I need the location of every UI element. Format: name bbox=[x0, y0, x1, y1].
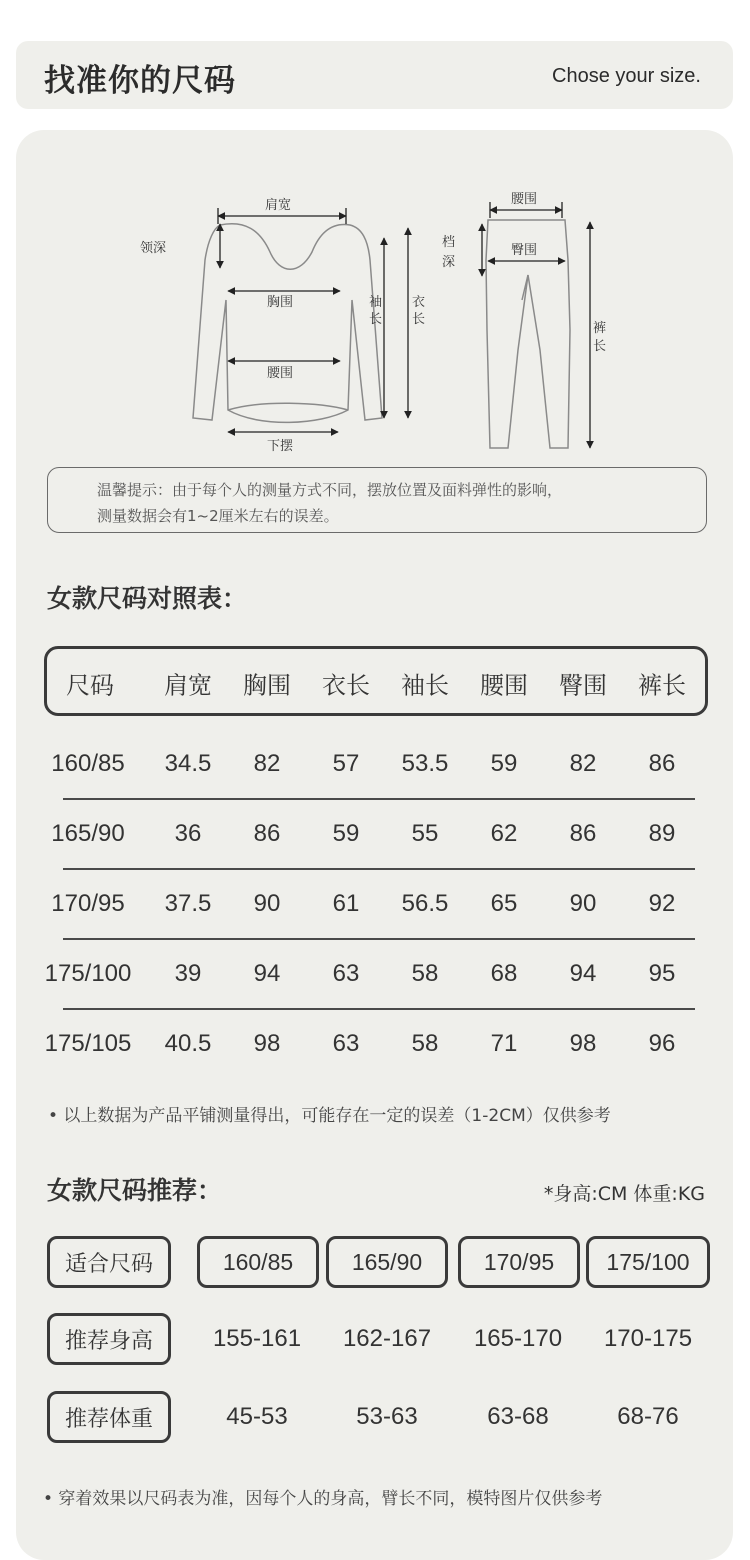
table-cell: 57 bbox=[332, 750, 360, 777]
table-cell: 94 bbox=[253, 960, 281, 987]
table-cell: 95 bbox=[648, 960, 676, 987]
table-cell: 89 bbox=[648, 820, 676, 847]
page-subtitle: Chose your size. bbox=[552, 65, 701, 87]
label-chest: 胸围 bbox=[267, 295, 294, 310]
table-cell: 94 bbox=[569, 960, 597, 987]
recommended-height: 170-175 bbox=[603, 1325, 693, 1352]
label-hip: 臀围 bbox=[511, 243, 538, 258]
label-length-2: 长 bbox=[412, 312, 426, 327]
unit-note: *身高:CM 体重:KG bbox=[543, 1183, 705, 1205]
label-waist-top: 腰围 bbox=[267, 366, 294, 381]
tip-line-1: 温馨提示：由于每个人的测量方式不同，摆放位置及面料弹性的影响， bbox=[97, 481, 563, 499]
table-note: • 以上数据为产品平铺测量得出，可能存在一定的误差（1-2CM）仅供参考 bbox=[48, 1106, 611, 1126]
table-cell: 86 bbox=[253, 820, 281, 847]
label-pants-waist: 腰围 bbox=[511, 192, 538, 207]
table-cell: 55 bbox=[411, 820, 439, 847]
size-option-170-95[interactable]: 170/95 bbox=[458, 1236, 580, 1288]
table-header-cell: 肩宽 bbox=[164, 671, 212, 700]
table-cell-size: 170/95 bbox=[51, 890, 125, 917]
recommended-weight: 45-53 bbox=[226, 1403, 288, 1430]
measurement-diagram bbox=[120, 180, 640, 460]
table-cell: 59 bbox=[490, 750, 518, 777]
table-cell: 59 bbox=[332, 820, 360, 847]
recommended-height: 162-167 bbox=[342, 1325, 432, 1352]
label-hem: 下摆 bbox=[267, 439, 294, 454]
table-cell: 62 bbox=[490, 820, 518, 847]
size-row-label: 适合尺码 bbox=[47, 1236, 171, 1288]
table-cell: 58 bbox=[411, 960, 439, 987]
recommended-weight: 63-68 bbox=[487, 1403, 549, 1430]
table-cell: 90 bbox=[253, 890, 281, 917]
recommended-height: 165-170 bbox=[473, 1325, 563, 1352]
table-cell: 98 bbox=[253, 1030, 281, 1057]
table-cell: 90 bbox=[569, 890, 597, 917]
table-cell: 86 bbox=[569, 820, 597, 847]
table-cell: 68 bbox=[490, 960, 518, 987]
table-cell: 36 bbox=[174, 820, 202, 847]
table-header bbox=[44, 646, 708, 716]
table-cell: 34.5 bbox=[164, 750, 212, 777]
table-cell-size: 175/100 bbox=[44, 960, 132, 987]
recommended-height: 155-161 bbox=[212, 1325, 302, 1352]
table-cell: 65 bbox=[490, 890, 518, 917]
table-header-cell: 衣长 bbox=[322, 671, 370, 700]
table-cell-size: 160/85 bbox=[51, 750, 125, 777]
table-cell: 61 bbox=[332, 890, 360, 917]
table-cell: 40.5 bbox=[164, 1030, 212, 1057]
row-divider bbox=[63, 1008, 695, 1010]
table-cell: 39 bbox=[174, 960, 202, 987]
row-divider bbox=[63, 798, 695, 800]
size-table-title: 女款尺码对照表： bbox=[47, 584, 248, 613]
label-neck-depth: 领深 bbox=[140, 241, 167, 256]
label-rise-1: 档 bbox=[442, 235, 456, 250]
size-option-160-85[interactable]: 160/85 bbox=[197, 1236, 319, 1288]
header-bar bbox=[16, 41, 733, 109]
table-cell-size: 165/90 bbox=[51, 820, 125, 847]
recommended-weight: 53-63 bbox=[356, 1403, 418, 1430]
table-cell: 63 bbox=[332, 1030, 360, 1057]
table-cell: 82 bbox=[569, 750, 597, 777]
bottom-note: • 穿着效果以尺码表为准，因每个人的身高，臂长不同，模特图片仅供参考 bbox=[43, 1489, 603, 1509]
table-cell: 92 bbox=[648, 890, 676, 917]
table-cell: 96 bbox=[648, 1030, 676, 1057]
label-rise-2: 深 bbox=[442, 255, 456, 270]
table-header-cell: 尺码 bbox=[66, 671, 114, 700]
height-row-label: 推荐身高 bbox=[47, 1313, 171, 1365]
table-cell: 58 bbox=[411, 1030, 439, 1057]
tip-line-2: 测量数据会有1~2厘米左右的误差。 bbox=[97, 507, 339, 525]
page-title: 找准你的尺码 bbox=[44, 63, 236, 99]
table-header-cell: 腰围 bbox=[480, 671, 528, 700]
table-header-cell: 胸围 bbox=[243, 671, 291, 700]
table-cell: 56.5 bbox=[401, 890, 449, 917]
size-option-165-90[interactable]: 165/90 bbox=[326, 1236, 448, 1288]
table-cell: 37.5 bbox=[164, 890, 212, 917]
label-pants-length-1: 裤 bbox=[593, 321, 607, 336]
row-divider bbox=[63, 868, 695, 870]
row-divider bbox=[63, 938, 695, 940]
table-header-cell: 袖长 bbox=[401, 671, 449, 700]
table-cell: 63 bbox=[332, 960, 360, 987]
table-header-cell: 臀围 bbox=[559, 671, 607, 700]
label-sleeve-2: 长 bbox=[369, 312, 383, 327]
table-cell-size: 175/105 bbox=[44, 1030, 132, 1057]
table-header-cell: 裤长 bbox=[638, 671, 686, 700]
table-cell: 82 bbox=[253, 750, 281, 777]
label-sleeve-1: 袖 bbox=[369, 295, 383, 310]
recommend-title: 女款尺码推荐： bbox=[47, 1176, 223, 1205]
top-garment-outline bbox=[193, 224, 382, 423]
table-cell: 53.5 bbox=[401, 750, 449, 777]
label-shoulder: 肩宽 bbox=[265, 198, 292, 213]
weight-row-label: 推荐体重 bbox=[47, 1391, 171, 1443]
label-pants-length-2: 长 bbox=[593, 339, 607, 354]
recommended-weight: 68-76 bbox=[617, 1403, 679, 1430]
label-length-1: 衣 bbox=[412, 295, 426, 310]
size-option-175-100[interactable]: 175/100 bbox=[586, 1236, 710, 1288]
table-cell: 98 bbox=[569, 1030, 597, 1057]
table-cell: 71 bbox=[490, 1030, 518, 1057]
table-cell: 86 bbox=[648, 750, 676, 777]
